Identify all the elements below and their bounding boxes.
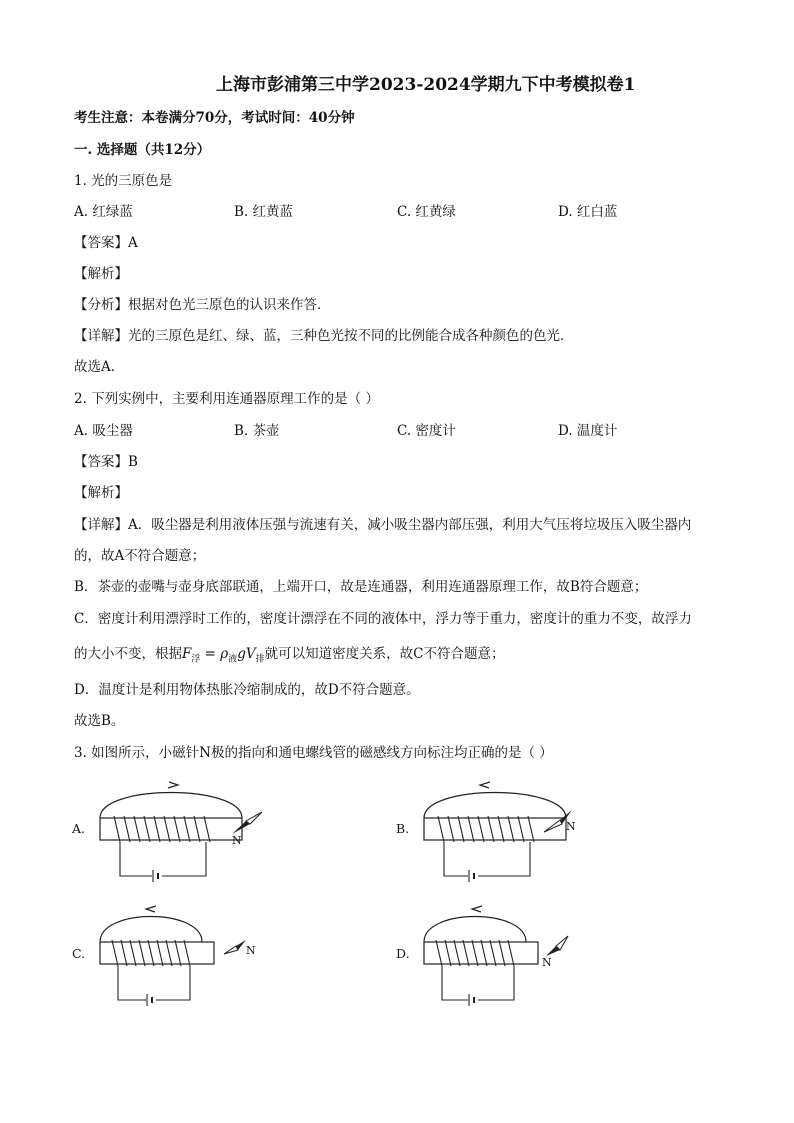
q2-detail-c-text-b: 就可以知道密度关系，故C不符合题意； (264, 646, 505, 662)
needle-n-label-b: N (566, 820, 576, 833)
q2-detail-c-line2 (74, 645, 505, 669)
figure-label-c: C. (72, 946, 86, 961)
formula-eq: = ρ (200, 646, 229, 662)
q2-detail-c-line1: C．密度计利用漂浮时工作的，密度计漂浮在不同的液体中，浮力等于重力，密度计的重力不变，故浮力 (74, 611, 692, 627)
magnetic-needle-d (546, 936, 568, 956)
needle-n-label-d: N (542, 956, 552, 969)
solenoid-core-b (424, 818, 566, 840)
needle-n-label-c: N (246, 944, 256, 957)
q1-option-c: C. 红黄绿 (397, 204, 456, 220)
q2-detail-a-line2: 的，故A不符合题意； (74, 548, 206, 564)
q2-detail-c-text-a: 的大小不变，根据 (74, 646, 182, 662)
q2-option-b: B. 茶壶 (234, 423, 280, 439)
q1-detail: 【详解】光的三原色是红、绿、蓝，三种色光按不同的比例能合成各种颜色的色光． (74, 328, 574, 344)
section-heading: 一. 选择题（共12分） (74, 142, 211, 158)
formula-f: F (182, 646, 192, 662)
q1-analysis-head: 【解析】 (74, 266, 128, 282)
q2-detail-d: D．温度计是利用物体热胀冷缩制成的，故D不符合题意。 (74, 682, 420, 698)
field-line-a (100, 793, 242, 819)
q2-stem: 2. 下列实例中，主要利用连通器原理工作的是（ ） (74, 391, 379, 407)
q1-fenxi: 【分析】根据对色光三原色的认识来作答． (74, 297, 331, 313)
q1-answer: 【答案】A (74, 235, 138, 251)
formula-gv: gV (237, 646, 256, 662)
field-line-b (424, 793, 566, 819)
circuit-wire-c (118, 966, 190, 1000)
q2-conclusion: 故选B。 (74, 713, 125, 729)
circuit-wire-b (444, 842, 530, 876)
formula-sub-pai: 排 (255, 654, 265, 665)
q2-analysis-head: 【解析】 (74, 485, 128, 501)
formula-sub-fu: 浮 (191, 654, 201, 665)
q3-stem: 3. 如图所示，小磁针N极的指向和通电螺线管的磁感线方向标注均正确的是（ ） (74, 745, 553, 761)
q2-option-c: C. 密度计 (397, 423, 456, 439)
exam-notice: 考生注意：本卷满分70分，考试时间：40分钟 (74, 110, 355, 126)
buoyancy-formula (182, 646, 265, 665)
field-arrow-a (168, 782, 178, 788)
q2-answer: 【答案】B (74, 454, 138, 470)
page-title: 上海市彭浦第三中学2023-2024学期九下中考模拟卷1 (216, 75, 636, 95)
q2-detail-b: B．茶壶的壶嘴与壶身底部联通，上端开口，故是连通器，利用连通器原理工作，故B符合题意； (74, 579, 648, 595)
solenoid-figure-d (410, 904, 600, 1014)
q1-option-a: A. 红绿蓝 (74, 204, 133, 220)
magnetic-needle-c (224, 940, 246, 954)
figure-label-b: B. (396, 821, 410, 836)
q1-stem: 1. 光的三原色是 (74, 173, 173, 189)
q2-detail-a-line1: 【详解】A．吸尘器是利用液体压强与流速有关，减小吸尘器内部压强，利用大气压将垃圾压入吸尘器内 (74, 517, 692, 533)
solenoid-figure-a (86, 780, 276, 890)
field-line-c (100, 917, 202, 943)
field-arrow-b (480, 782, 490, 788)
needle-n-label-a: N (232, 834, 242, 847)
q2-option-a: A. 吸尘器 (74, 423, 133, 439)
field-line-d (424, 917, 526, 943)
q1-option-d: D. 红白蓝 (558, 204, 618, 220)
solenoid-figure-c (86, 904, 276, 1014)
circuit-wire-a (120, 842, 206, 876)
q1-option-b: B. 红黄蓝 (234, 204, 294, 220)
solenoid-core-a (100, 818, 242, 840)
q1-conclusion: 故选A． (74, 359, 125, 375)
q2-option-d: D. 温度计 (558, 423, 618, 439)
circuit-wire-d (442, 966, 514, 1000)
formula-sub-ye: 液 (228, 654, 238, 665)
field-arrow-c (146, 906, 156, 912)
field-arrow-d (472, 906, 482, 912)
solenoid-figure-b (410, 780, 600, 890)
figure-label-a: A. (72, 821, 86, 836)
figure-label-d: D. (396, 946, 410, 961)
